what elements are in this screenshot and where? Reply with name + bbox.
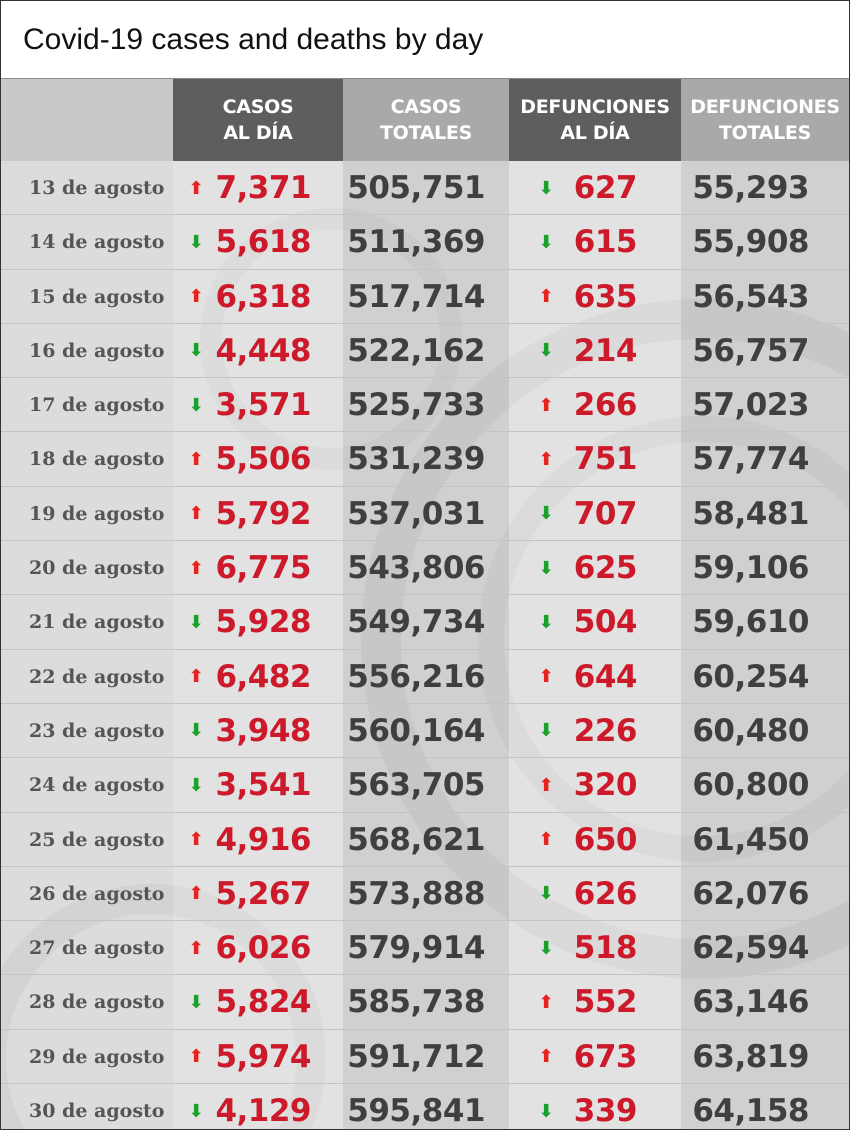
deaths-total-value: 63,819 [692, 1038, 809, 1075]
cases-day-value: 5,792 [215, 495, 311, 532]
arrow-down-icon: ⬇ [538, 611, 554, 633]
arrow-down-icon: ⬇ [188, 231, 204, 253]
deaths-day-value: 339 [573, 1093, 637, 1129]
cases-total-cell [343, 975, 509, 1029]
arrow-up-icon: ⬆ [538, 829, 554, 851]
cases-day-cell [173, 813, 343, 867]
deaths-day-cell [509, 867, 681, 921]
cases-total-value: 560,164 [347, 712, 485, 749]
cases-total-value: 595,841 [347, 1093, 485, 1129]
deaths-total-value: 56,757 [692, 332, 809, 369]
deaths-day-value: 751 [573, 441, 637, 478]
deaths-day-value: 625 [573, 550, 637, 587]
arrow-up-icon: ⬆ [188, 503, 204, 525]
deaths-total-value: 63,146 [692, 984, 809, 1021]
cases-day-cell [173, 432, 343, 486]
arrow-down-icon: ⬇ [538, 340, 554, 362]
table-row [1, 975, 849, 1029]
header-deaths-day [509, 79, 681, 161]
deaths-day-cell [509, 215, 681, 269]
row-date: 28 de agosto [29, 991, 165, 1014]
deaths-total-cell [681, 215, 849, 269]
cases-day-value: 4,129 [215, 1093, 311, 1129]
deaths-day-cell [509, 270, 681, 324]
arrow-down-icon: ⬇ [188, 340, 204, 362]
cases-day-value: 5,267 [215, 875, 311, 912]
deaths-day-value: 552 [573, 984, 637, 1021]
row-date: 16 de agosto [29, 339, 165, 362]
cases-day-cell [173, 324, 343, 378]
row-date: 19 de agosto [29, 502, 165, 525]
row-date: 22 de agosto [29, 665, 165, 688]
deaths-total-value: 64,158 [692, 1093, 809, 1129]
deaths-total-cell [681, 650, 849, 704]
cases-total-value: 511,369 [347, 224, 485, 261]
cases-day-value: 4,916 [215, 821, 311, 858]
cases-total-value: 505,751 [347, 170, 485, 206]
deaths-day-value: 504 [573, 604, 637, 641]
deaths-total-value: 61,450 [692, 821, 809, 858]
cases-day-value: 5,928 [215, 604, 311, 641]
deaths-day-cell [509, 1030, 681, 1084]
cases-total-value: 585,738 [347, 984, 485, 1021]
deaths-total-cell [681, 975, 849, 1029]
deaths-total-cell [681, 324, 849, 378]
table-header [1, 79, 849, 161]
cases-total-cell [343, 650, 509, 704]
arrow-up-icon: ⬆ [188, 286, 204, 308]
cases-day-cell [173, 704, 343, 758]
cases-day-value: 3,571 [215, 387, 311, 424]
table-row [1, 1084, 849, 1129]
header-deaths-day-line2: AL DÍA [560, 122, 630, 144]
deaths-total-value: 60,254 [692, 658, 809, 695]
cases-total-cell [343, 161, 509, 215]
arrow-up-icon: ⬆ [538, 774, 554, 796]
table-row [1, 813, 849, 867]
row-date: 23 de agosto [29, 719, 165, 742]
cases-total-cell [343, 1030, 509, 1084]
deaths-day-cell [509, 487, 681, 541]
cases-day-cell [173, 541, 343, 595]
arrow-down-icon: ⬇ [188, 991, 204, 1013]
row-date: 27 de agosto [29, 937, 165, 960]
deaths-day-value: 615 [573, 224, 637, 261]
cases-day-cell [173, 758, 343, 812]
cases-total-value: 556,216 [347, 658, 485, 695]
cases-day-cell [173, 921, 343, 975]
arrow-up-icon: ⬆ [188, 937, 204, 959]
row-date: 30 de agosto [29, 1100, 165, 1123]
data-table [1, 79, 849, 1129]
cases-total-value: 563,705 [347, 767, 485, 804]
arrow-up-icon: ⬆ [538, 666, 554, 688]
deaths-day-cell [509, 921, 681, 975]
cases-total-value: 537,031 [347, 495, 485, 532]
header-cases-day-line1: CASOS [222, 96, 294, 118]
cases-total-value: 517,714 [347, 278, 485, 315]
cases-day-value: 5,506 [215, 441, 311, 478]
deaths-day-cell [509, 704, 681, 758]
deaths-total-cell [681, 161, 849, 215]
deaths-total-value: 56,543 [692, 278, 809, 315]
arrow-up-icon: ⬆ [538, 448, 554, 470]
deaths-day-cell [509, 975, 681, 1029]
table-body [1, 161, 849, 1129]
cases-total-value: 568,621 [347, 821, 485, 858]
deaths-total-value: 58,481 [692, 495, 809, 532]
deaths-day-cell [509, 1084, 681, 1129]
header-deaths-total-line1: DEFUNCIONES [690, 96, 840, 118]
header-cases-day [173, 79, 343, 161]
header-cases-total-line1: CASOS [390, 96, 462, 118]
cases-total-cell [343, 324, 509, 378]
row-date: 15 de agosto [29, 285, 165, 308]
deaths-total-value: 57,774 [692, 441, 809, 478]
deaths-total-cell [681, 813, 849, 867]
cases-total-cell [343, 432, 509, 486]
arrow-up-icon: ⬆ [538, 286, 554, 308]
arrow-up-icon: ⬆ [188, 1046, 204, 1068]
row-date: 24 de agosto [29, 774, 165, 797]
deaths-day-cell [509, 595, 681, 649]
deaths-total-value: 55,293 [692, 170, 809, 206]
table-row [1, 704, 849, 758]
cases-day-value: 6,318 [215, 278, 311, 315]
table-row [1, 487, 849, 541]
deaths-day-cell [509, 324, 681, 378]
deaths-day-cell [509, 378, 681, 432]
cases-total-cell [343, 595, 509, 649]
table-row [1, 867, 849, 921]
cases-day-value: 3,948 [215, 712, 311, 749]
row-date: 25 de agosto [29, 828, 165, 851]
deaths-total-value: 62,076 [692, 875, 809, 912]
cases-day-cell [173, 1030, 343, 1084]
cases-total-cell [343, 215, 509, 269]
cases-total-cell [343, 1084, 509, 1129]
cases-total-value: 579,914 [347, 930, 485, 967]
arrow-up-icon: ⬆ [538, 991, 554, 1013]
cases-day-cell [173, 595, 343, 649]
title-bar [1, 1, 849, 79]
arrow-up-icon: ⬆ [538, 394, 554, 416]
cases-total-cell [343, 378, 509, 432]
arrow-up-icon: ⬆ [538, 1046, 554, 1068]
table-row [1, 595, 849, 649]
cases-day-value: 6,775 [215, 550, 311, 587]
deaths-total-cell [681, 1030, 849, 1084]
cases-day-cell [173, 1084, 343, 1129]
deaths-total-value: 55,908 [692, 224, 809, 261]
arrow-down-icon: ⬇ [188, 1100, 204, 1122]
cases-day-cell [173, 867, 343, 921]
deaths-total-value: 60,480 [692, 712, 809, 749]
deaths-day-value: 626 [573, 875, 637, 912]
table-row [1, 215, 849, 269]
deaths-day-value: 214 [573, 332, 637, 369]
row-date: 20 de agosto [29, 557, 165, 580]
cases-total-value: 525,733 [347, 387, 485, 424]
cases-day-cell [173, 487, 343, 541]
table-row [1, 378, 849, 432]
deaths-day-cell [509, 813, 681, 867]
deaths-day-value: 518 [573, 930, 637, 967]
deaths-total-cell [681, 487, 849, 541]
table-row [1, 270, 849, 324]
arrow-down-icon: ⬇ [538, 720, 554, 742]
deaths-day-value: 266 [573, 387, 637, 424]
deaths-day-value: 650 [573, 821, 637, 858]
deaths-total-value: 60,800 [692, 767, 809, 804]
row-date: 14 de agosto [29, 231, 165, 254]
arrow-down-icon: ⬇ [538, 503, 554, 525]
deaths-day-value: 627 [573, 170, 637, 206]
cases-day-value: 3,541 [215, 767, 311, 804]
table-row [1, 161, 849, 215]
arrow-up-icon: ⬆ [188, 177, 204, 199]
arrow-down-icon: ⬇ [538, 231, 554, 253]
header-cases-total-line2: TOTALES [380, 122, 472, 144]
arrow-down-icon: ⬇ [188, 774, 204, 796]
cases-day-cell [173, 215, 343, 269]
deaths-day-value: 226 [573, 712, 637, 749]
deaths-total-value: 59,106 [692, 550, 809, 587]
cases-day-cell [173, 650, 343, 704]
deaths-total-value: 57,023 [692, 387, 809, 424]
cases-day-cell [173, 378, 343, 432]
deaths-total-cell [681, 704, 849, 758]
header-cases-day-line2: AL DÍA [223, 122, 293, 144]
row-date: 17 de agosto [29, 394, 165, 417]
deaths-day-value: 320 [573, 767, 637, 804]
row-date: 21 de agosto [29, 611, 165, 634]
cases-total-value: 531,239 [347, 441, 485, 478]
deaths-day-value: 673 [573, 1038, 637, 1075]
row-date: 18 de agosto [29, 448, 165, 471]
cases-total-cell [343, 867, 509, 921]
cases-total-cell [343, 813, 509, 867]
deaths-day-value: 707 [573, 495, 637, 532]
deaths-day-value: 635 [573, 278, 637, 315]
cases-day-value: 5,974 [215, 1038, 311, 1075]
cases-total-value: 522,162 [347, 332, 485, 369]
arrow-up-icon: ⬆ [188, 829, 204, 851]
cases-total-cell [343, 270, 509, 324]
table-row [1, 432, 849, 486]
cases-total-value: 591,712 [347, 1038, 485, 1075]
cases-total-value: 573,888 [347, 875, 485, 912]
deaths-total-value: 62,594 [692, 930, 809, 967]
table-row [1, 1030, 849, 1084]
header-cases-total [343, 79, 509, 161]
arrow-down-icon: ⬇ [188, 394, 204, 416]
arrow-down-icon: ⬇ [538, 1100, 554, 1122]
table-row [1, 921, 849, 975]
arrow-down-icon: ⬇ [538, 557, 554, 579]
deaths-day-cell [509, 161, 681, 215]
deaths-total-cell [681, 378, 849, 432]
header-deaths-total-line2: TOTALES [719, 122, 811, 144]
deaths-total-value: 59,610 [692, 604, 809, 641]
deaths-day-cell [509, 432, 681, 486]
table-row [1, 758, 849, 812]
arrow-up-icon: ⬆ [188, 883, 204, 905]
arrow-down-icon: ⬇ [538, 883, 554, 905]
cases-day-cell [173, 270, 343, 324]
table-row [1, 541, 849, 595]
deaths-total-cell [681, 921, 849, 975]
header-date-blank [1, 79, 173, 161]
cases-day-value: 5,618 [215, 224, 311, 261]
cases-total-cell [343, 758, 509, 812]
cases-total-cell [343, 921, 509, 975]
header-deaths-day-line1: DEFUNCIONES [520, 96, 670, 118]
cases-day-value: 6,026 [215, 930, 311, 967]
deaths-total-cell [681, 758, 849, 812]
cases-total-cell [343, 704, 509, 758]
deaths-total-cell [681, 867, 849, 921]
arrow-down-icon: ⬇ [188, 720, 204, 742]
arrow-down-icon: ⬇ [188, 611, 204, 633]
header-deaths-total [681, 79, 849, 161]
cases-total-value: 543,806 [347, 550, 485, 587]
deaths-day-cell [509, 758, 681, 812]
arrow-down-icon: ⬇ [538, 177, 554, 199]
cases-day-value: 5,824 [215, 984, 311, 1021]
row-date: 13 de agosto [29, 177, 165, 199]
deaths-total-cell [681, 1084, 849, 1129]
deaths-total-cell [681, 432, 849, 486]
arrow-up-icon: ⬆ [188, 557, 204, 579]
cases-day-value: 7,371 [215, 170, 311, 206]
cases-total-cell [343, 541, 509, 595]
page-title: Covid-19 cases and deaths by day [23, 22, 484, 56]
deaths-day-value: 644 [573, 658, 637, 695]
cases-day-value: 4,448 [215, 332, 311, 369]
cases-day-cell [173, 161, 343, 215]
cases-total-cell [343, 487, 509, 541]
table-row [1, 650, 849, 704]
deaths-total-cell [681, 270, 849, 324]
deaths-total-cell [681, 541, 849, 595]
deaths-day-cell [509, 650, 681, 704]
cases-day-cell [173, 975, 343, 1029]
table-row [1, 324, 849, 378]
row-date: 26 de agosto [29, 882, 165, 905]
cases-day-value: 6,482 [215, 658, 311, 695]
row-date: 29 de agosto [29, 1045, 165, 1068]
deaths-day-cell [509, 541, 681, 595]
arrow-up-icon: ⬆ [188, 666, 204, 688]
cases-total-value: 549,734 [347, 604, 485, 641]
deaths-total-cell [681, 595, 849, 649]
arrow-up-icon: ⬆ [188, 448, 204, 470]
arrow-down-icon: ⬇ [538, 937, 554, 959]
